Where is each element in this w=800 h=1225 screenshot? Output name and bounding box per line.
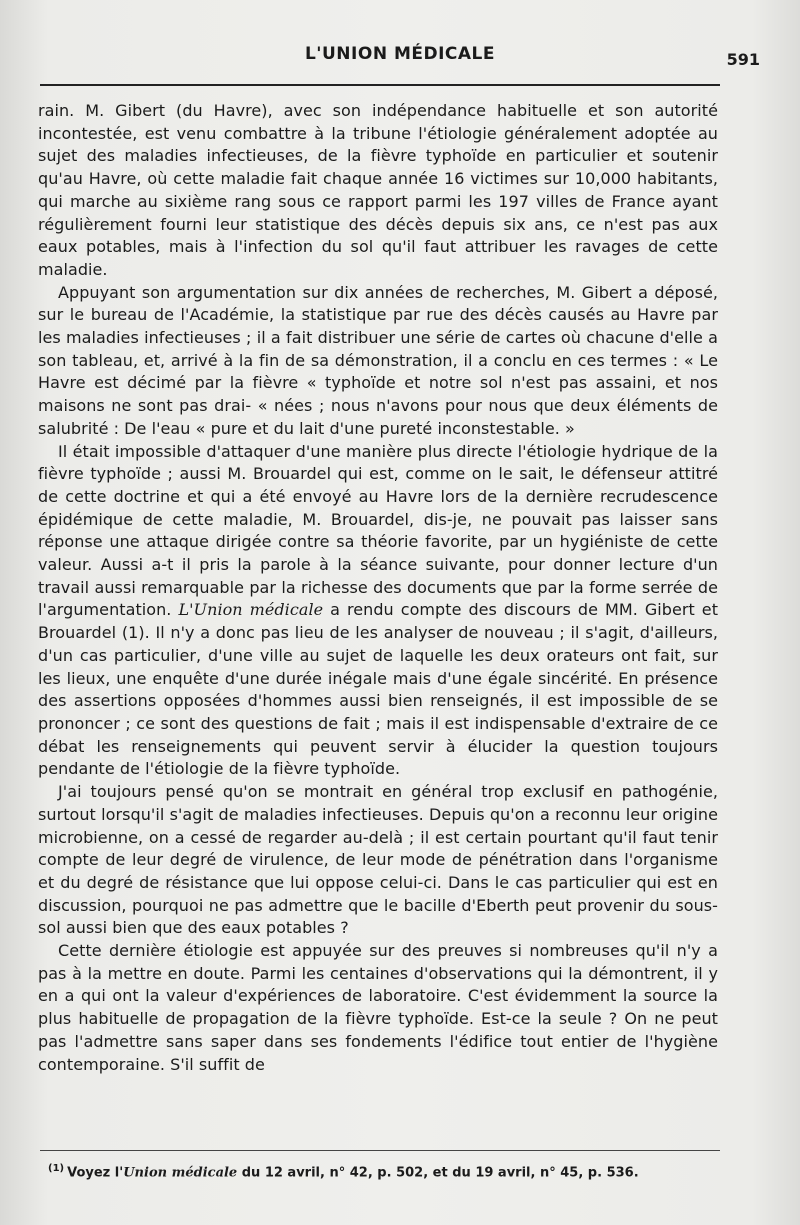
paragraph-4: J'ai toujours pensé qu'on se montrait en général trop exclusif en pathogénie, surtout lorsqu'il s'agit de maladies infectieuses. Depuis qu'on a reconnu leur origine microbienne, on a cessé de regarder au-delà ; il est certain pourtant qu'il faut tenir compte de leur degré de virulence, de leur mode de pénétration dans l'organisme et du degré de résistance que lui oppose celui-ci. Dans le cas particulier qui est en discussion, pourquoi ne pas admettre que le bacille d'Eberth peut provenir du sous-sol aussi bien que des eaux potables ?	[38, 782, 718, 938]
footnote-mark: (1)	[48, 1163, 65, 1174]
paragraph-3-text-b: a rendu compte des discours de MM. Gibert et Brouardel (1). Il n'y a donc pas lieu de les analyser de nouveau ; il s'agit, d'ailleurs, d'un cas particulier, d'une ville au sujet de laquelle les deux orateurs ont fait, sur les lieux, une enquête d'une durée inégale mais d'une égale sincérité. En présence des assertions opposées d'hommes aussi bien renseignés, il est impossible de se prononcer ; ce sont des questions de fait ; mais il est indispensable d'extraire de ce débat les renseignements qui peuvent servir à élucider la question toujours pendante de l'étiologie de la fièvre typhoïde.	[38, 600, 719, 779]
journal-name-italic: L'Union médicale	[178, 600, 324, 620]
footnote-rest: du 12 avril, n° 42, p. 502, et du 19 avril, n° 45, p. 536.	[237, 1165, 639, 1181]
header-rule	[40, 84, 720, 86]
footnote-rule	[40, 1150, 720, 1151]
paragraph-1: rain. M. Gibert (du Havre), avec son indépendance habituelle et son autorité incontestée, est venu combattre à la tribune l'étiologie généralement adoptée au sujet des maladies infectieuses, de la fièvre typhoïde en particulier et soutenir qu'au Havre, où cette maladie fait chaque année 16 victimes sur 10,000 habitants, qui marche au sixième rang sous ce rapport parmi les 197 villes de France ayant régulièrement fourni leur statistique des décès depuis six ans, ce n'est pas aux eaux potables, mais à l'infection du sol qu'il faut attribuer les ravages de cette maladie.	[38, 101, 718, 279]
paragraph-5: Cette dernière étiologie est appuyée sur des preuves si nombreuses qu'il n'y a pas à la mettre en doute. Parmi les centaines d'observations qui la démontrent, il y en a qui ont la valeur d'expériences de laboratoire. C'est évidemment la source la plus habituelle de propagation de la fièvre typhoïde. Est-ce la seule ? On ne peut pas l'admettre sans saper dans ses fondements l'édifice tout entier de l'hygiène contemporaine. S'il suffit de	[38, 941, 718, 1074]
running-header	[40, 44, 760, 74]
paragraph-2: Appuyant son argumentation sur dix années de recherches, M. Gibert a déposé, sur le bureau de l'Académie, la statistique par rue des décès causés au Havre par les maladies infectieuses ; il a fait distribuer une série de cartes où chacune d'elle a son tableau, et, arrivé à la fin de sa démonstration, il a conclu en ces termes : « Le Havre est décimé par la fièvre « typhoïde et notre sol n'est pas assaini, et nos maisons ne sont pas drai- « nées ; nous n'avons pour nous que deux éléments de salubrité : De l'eau « pure et du lait d'une pureté inconstestable. »	[38, 282, 718, 438]
paragraph-3	[38, 441, 718, 782]
journal-title: L'UNION MÉDICALE	[304, 44, 496, 64]
article-body	[38, 100, 718, 1076]
footnote	[48, 1160, 718, 1182]
page-number: 591	[726, 50, 760, 69]
paragraph-3-text-a: Il était impossible d'attaquer d'une manière plus directe l'étiologie hydrique de la fièvre typhoïde ; aussi M. Brouardel qui est, comme on le sait, le défenseur attitré de cette doctrine et qui a été envoyé au Havre lors de la dernière recrudescence épidémique de cette maladie, M. Brouardel, dis-je, ne pouvait pas laisser sans réponse une attaque dirigée contre sa théorie favorite, par un hygiéniste de cette valeur. Aussi a-t il pris la parole à la séance suivante, pour donner lecture d'un travail aussi remarquable par la richesse des documents que par la forme serrée de l'argumentation.	[38, 441, 718, 620]
footnote-prefix: Voyez l'	[67, 1165, 124, 1181]
footnote-journal-italic: Union médicale	[123, 1165, 238, 1181]
